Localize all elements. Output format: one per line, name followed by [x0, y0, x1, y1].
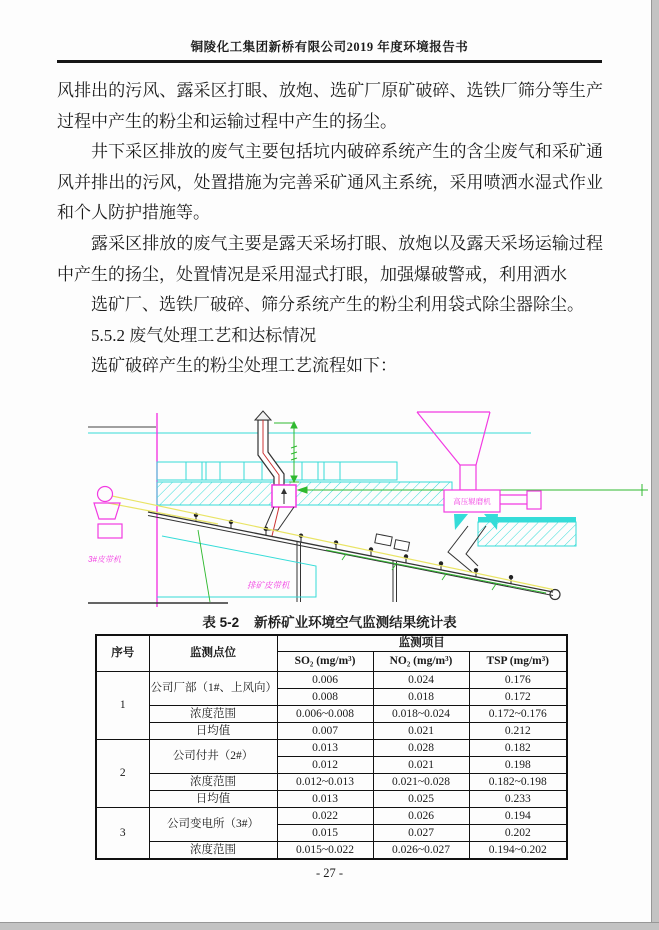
cell-value: 0.007 [277, 723, 373, 740]
cell-value: 0.018~0.024 [373, 706, 469, 723]
col-header-so2: SO₂ (mg/m³) [277, 652, 373, 672]
cell-group-no: 2 [96, 740, 149, 808]
cell-value: 0.198 [469, 757, 567, 774]
cell-point: 公司变电所（3#） [149, 808, 277, 842]
cell-value: 0.027 [373, 825, 469, 842]
belt-pulley-icon [550, 590, 560, 600]
cell-value: 0.015~0.022 [277, 842, 373, 860]
cell-value: 0.013 [277, 740, 373, 757]
cell-range-label: 浓度范围 [149, 774, 277, 791]
belt-skirt-boxes [374, 534, 409, 551]
gallery-outline [157, 536, 316, 597]
cell-value: 0.025 [373, 791, 469, 808]
cell-group-no: 1 [96, 672, 149, 740]
scan-edge-bottom [0, 922, 659, 930]
cell-value: 0.012~0.013 [277, 774, 373, 791]
opening-wedge-left [454, 514, 468, 530]
cell-value: 0.026~0.027 [373, 842, 469, 860]
cell-value: 0.212 [469, 723, 567, 740]
col-header-point: 监测点位 [149, 635, 277, 672]
air-monitoring-table [95, 634, 568, 860]
cell-avg-label: 日均值 [149, 791, 277, 808]
page-header-title: 铜陵化工集团新桥有限公司2019 年度环境报告书 [190, 40, 469, 54]
cell-value: 0.202 [469, 825, 567, 842]
body-text [57, 76, 603, 382]
cell-point: 公司厂部（1#、上风向） [149, 672, 277, 706]
belt3-label: 3#皮带机 [88, 555, 121, 564]
section-heading: 5.5.2 废气处理工艺和达标情况 [91, 325, 317, 345]
table-row [96, 723, 567, 740]
process-flow-diagram [86, 410, 656, 610]
col-header-tsp: TSP (mg/m³) [469, 652, 567, 672]
cell-value: 0.172~0.176 [469, 706, 567, 723]
hatched-floor-right [478, 522, 576, 546]
feed-funnel [417, 412, 490, 490]
cell-value: 0.006 [277, 672, 373, 689]
fan-chute [264, 507, 294, 530]
paragraph: 选矿厂、选铁厂破碎、筛分系统产生的粉尘利用袋式除尘器除尘。 [91, 295, 584, 315]
cell-group-no: 3 [96, 808, 149, 860]
table-row [96, 791, 567, 808]
scan-edge-right [651, 0, 659, 930]
table-row [96, 842, 567, 860]
cell-value: 0.021 [373, 723, 469, 740]
cell-value: 0.021 [373, 757, 469, 774]
cell-range-label: 浓度范围 [149, 706, 277, 723]
paragraph: 选矿破碎产生的粉尘处理工艺流程如下： [91, 356, 397, 376]
col-header-no: 序号 [96, 635, 149, 672]
cell-value: 0.026 [373, 808, 469, 825]
table-row [96, 808, 567, 825]
cell-value: 0.021~0.028 [373, 774, 469, 791]
cell-value: 0.008 [277, 689, 373, 706]
page-number: - 27 - [315, 866, 344, 880]
table-title: 表 5-2 新桥矿业环境空气监测结果统计表 [202, 615, 457, 630]
cell-value: 0.182~0.198 [469, 774, 567, 791]
cell-range-label: 浓度范围 [149, 842, 277, 860]
paragraph: 露采区排放的废气主要是露天采场打眼、放炮以及露天采场运输过程中产生的扬尘，处置情况是采用湿式打眼，加强爆破警戒，利用洒水 [57, 233, 603, 284]
ore-belt-label: 排矿皮带机 [247, 580, 290, 590]
roller-mill-label: 高压辊磨机 [453, 497, 491, 506]
stack-outlet-arrow-icon [255, 411, 271, 420]
cell-value: 0.028 [373, 740, 469, 757]
hatched-floor [157, 482, 452, 505]
cell-value: 0.233 [469, 791, 567, 808]
cell-value: 0.182 [469, 740, 567, 757]
cell-value: 0.176 [469, 672, 567, 689]
cell-value: 0.006~0.008 [277, 706, 373, 723]
col-header-no2: NO₂ (mg/m³) [373, 652, 469, 672]
paragraph: 井下采区排放的废气主要包括坑内破碎系统产生的含尘废气和采矿通风并排出的污风，处置措施为完善采矿通风主系统，采用喷洒水湿式作业和个人防护措施等。 [57, 142, 603, 223]
table-row [96, 774, 567, 791]
cell-value: 0.172 [469, 689, 567, 706]
cell-avg-label: 日均值 [149, 723, 277, 740]
cell-value: 0.022 [277, 808, 373, 825]
cell-value: 0.015 [277, 825, 373, 842]
cell-point: 公司付井（2#） [149, 740, 277, 774]
cell-value: 0.013 [277, 791, 373, 808]
col-header-items: 监测项目 [277, 635, 567, 652]
table-row [96, 740, 567, 757]
drive-pulley-assembly [94, 487, 122, 539]
cell-value: 0.194 [469, 808, 567, 825]
cell-value: 0.012 [277, 757, 373, 774]
header-rule [57, 60, 602, 63]
cell-value: 0.018 [373, 689, 469, 706]
paragraph: 风排出的污风、露采区打眼、放炮、选矿厂原矿破碎、选铁厂筛分等生产过程中产生的粉尘和运输过程中产生的扬尘。 [57, 81, 603, 131]
mill-motor [500, 491, 541, 509]
cell-value: 0.024 [373, 672, 469, 689]
table-row [96, 672, 567, 689]
table-row [96, 706, 567, 723]
cell-value: 0.194~0.202 [469, 842, 567, 860]
